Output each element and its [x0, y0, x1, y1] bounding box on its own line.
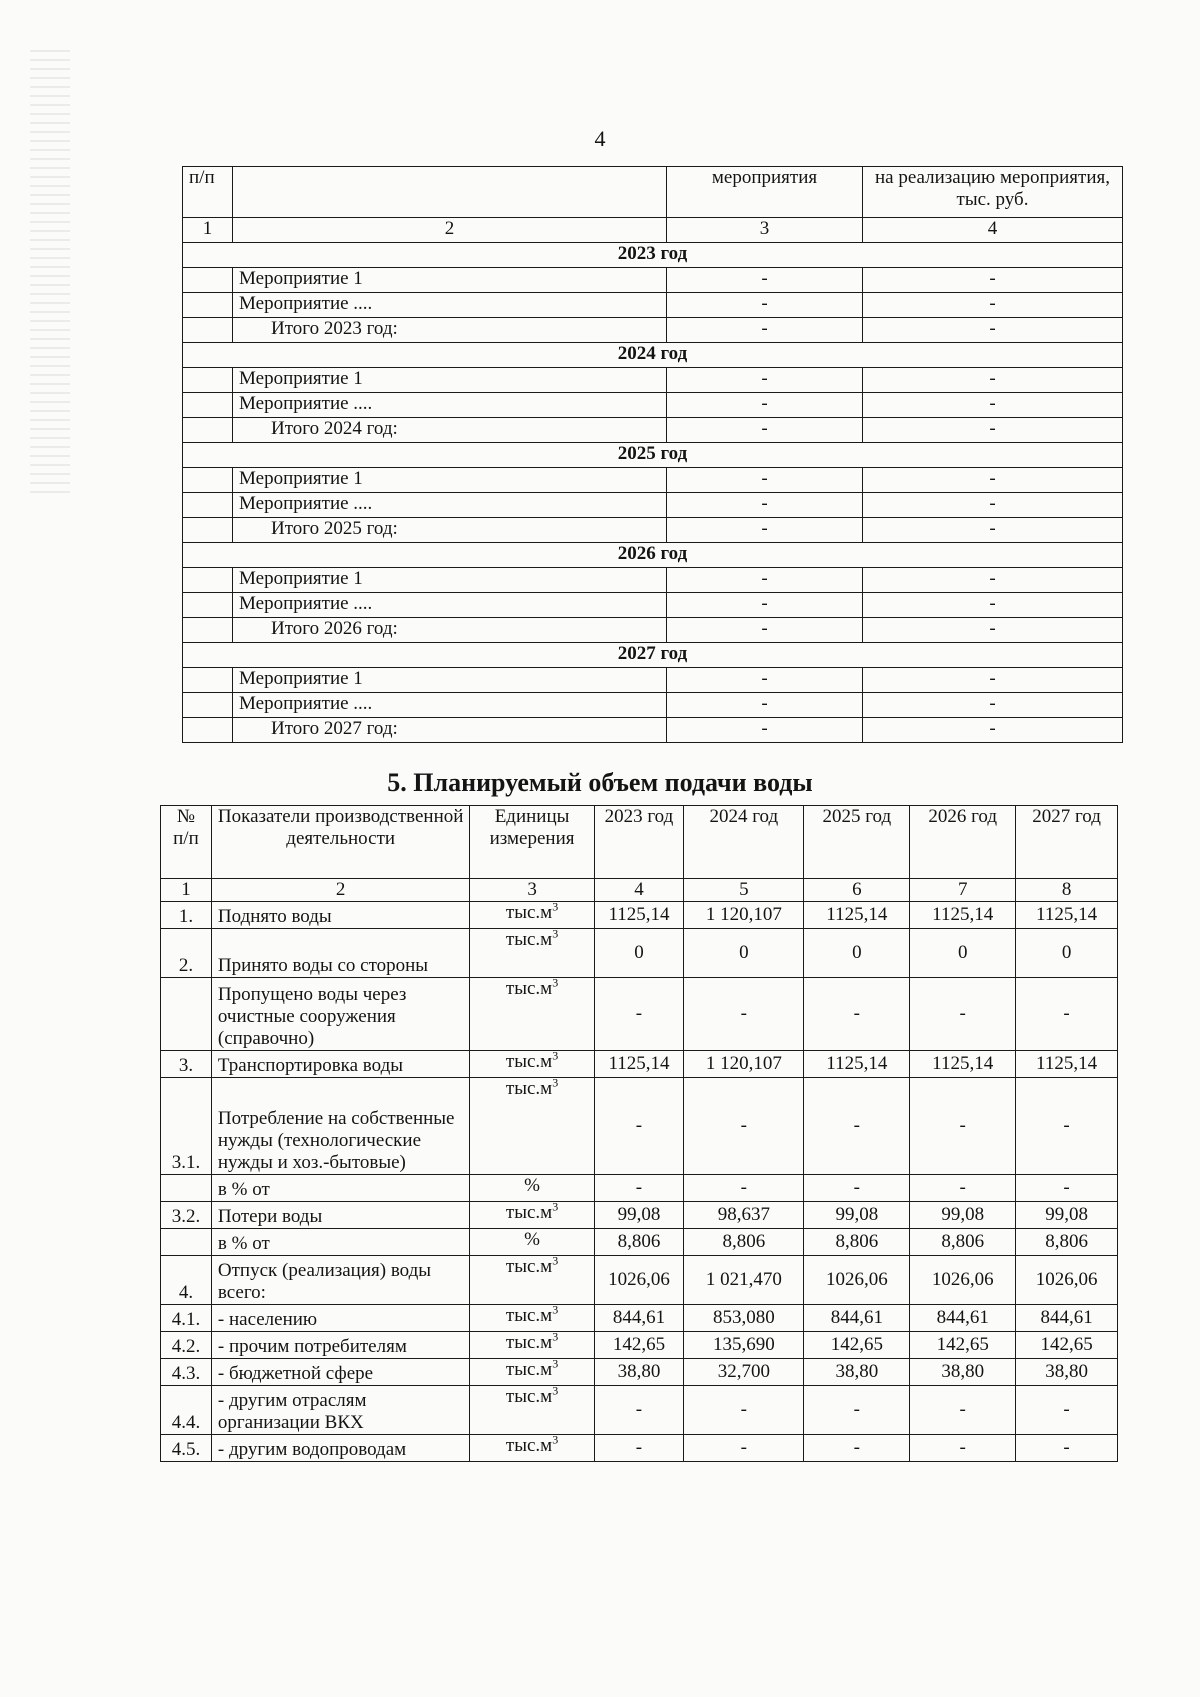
- row-num: [183, 418, 233, 443]
- row-number: 3.2.: [161, 1202, 212, 1229]
- row-number: 4.4.: [161, 1386, 212, 1435]
- value-2026: 38,80: [910, 1359, 1016, 1386]
- unit-superscript: 3: [552, 1434, 559, 1447]
- year-label: 2023 год: [183, 243, 1123, 268]
- unit-text: %: [524, 1175, 540, 1196]
- value-2026: -: [910, 1175, 1016, 1202]
- value-2027: 0: [1016, 929, 1118, 978]
- measure-row: [183, 268, 1123, 293]
- measures-table: [182, 166, 1123, 743]
- value-2025: 844,61: [804, 1305, 910, 1332]
- value-2025: -: [804, 1175, 910, 1202]
- total-row: [183, 618, 1123, 643]
- measure-value: -: [667, 393, 863, 418]
- value-2027: 99,08: [1016, 1202, 1118, 1229]
- unit-text: тыс.м: [505, 902, 553, 923]
- value-2023: 1026,06: [594, 1256, 684, 1305]
- row-number: 4.5.: [161, 1435, 212, 1462]
- value-2027: 38,80: [1016, 1359, 1118, 1386]
- measure-name: Итого 2025 год:: [233, 518, 667, 543]
- measure-cost: -: [863, 368, 1123, 393]
- header-2023: 2023 год: [594, 806, 684, 879]
- value-2026: -: [910, 1435, 1016, 1462]
- value-2025: 99,08: [804, 1202, 910, 1229]
- row-num: [183, 493, 233, 518]
- value-2024: -: [684, 978, 804, 1051]
- index-cell: 4: [863, 218, 1123, 243]
- measure-name: Итого 2026 год:: [233, 618, 667, 643]
- unit-text: тыс.м: [505, 1359, 553, 1380]
- measure-row: [183, 393, 1123, 418]
- measure-name: Итого 2023 год:: [233, 318, 667, 343]
- unit-superscript: 3: [552, 901, 559, 914]
- year-row: [183, 343, 1123, 368]
- measure-value: -: [667, 718, 863, 743]
- unit-text: тыс.м: [505, 978, 553, 999]
- index-cell: 3: [470, 879, 594, 902]
- row-number: 3.1.: [161, 1078, 212, 1175]
- unit-cell: [470, 902, 594, 929]
- value-2025: 8,806: [804, 1229, 910, 1256]
- index-cell: 8: [1016, 879, 1118, 902]
- value-2023: -: [594, 1386, 684, 1435]
- row-number: 3.: [161, 1051, 212, 1078]
- value-2027: -: [1016, 1435, 1118, 1462]
- indicator-name: - бюджетной сфере: [211, 1359, 470, 1386]
- value-2026: 1125,14: [910, 1051, 1016, 1078]
- index-cell: 1: [161, 879, 212, 902]
- total-row: [183, 518, 1123, 543]
- value-2026: 844,61: [910, 1305, 1016, 1332]
- header-name: [233, 167, 667, 218]
- unit-cell: [470, 978, 594, 1051]
- table-row: [161, 1386, 1118, 1435]
- measure-name: Мероприятие 1: [233, 668, 667, 693]
- value-2025: 0: [804, 929, 910, 978]
- page-number: 4: [594, 126, 606, 151]
- row-number: [161, 978, 212, 1051]
- value-2023: 0: [594, 929, 684, 978]
- header-num: № п/п: [161, 806, 212, 879]
- value-2024: 135,690: [684, 1332, 804, 1359]
- measure-row: [183, 668, 1123, 693]
- measure-cost: -: [863, 268, 1123, 293]
- measure-name: Мероприятие 1: [233, 568, 667, 593]
- value-2024: -: [684, 1078, 804, 1175]
- water-table-index-row: [161, 879, 1118, 902]
- value-2023: 1125,14: [594, 902, 684, 929]
- header-measures: мероприятия: [667, 167, 863, 218]
- value-2023: 1125,14: [594, 1051, 684, 1078]
- value-2024: 1 021,470: [684, 1256, 804, 1305]
- year-label: 2026 год: [183, 543, 1123, 568]
- indicator-name: - населению: [211, 1305, 470, 1332]
- indicator-name: - прочим потребителям: [211, 1332, 470, 1359]
- unit-superscript: 3: [552, 928, 559, 941]
- value-2027: 8,806: [1016, 1229, 1118, 1256]
- value-2023: 38,80: [594, 1359, 684, 1386]
- measure-value: -: [667, 668, 863, 693]
- total-row: [183, 318, 1123, 343]
- measure-value: -: [667, 593, 863, 618]
- measure-name: Итого 2027 год:: [233, 718, 667, 743]
- value-2025: -: [804, 1078, 910, 1175]
- header-num: п/п: [183, 167, 233, 218]
- row-number: 2.: [161, 929, 212, 978]
- measure-row: [183, 368, 1123, 393]
- value-2026: 99,08: [910, 1202, 1016, 1229]
- header-2027: 2027 год: [1016, 806, 1118, 879]
- table-row: [161, 1256, 1118, 1305]
- measure-cost: -: [863, 593, 1123, 618]
- unit-text: тыс.м: [505, 1386, 553, 1407]
- row-num: [183, 293, 233, 318]
- row-number: 4.1.: [161, 1305, 212, 1332]
- unit-superscript: 3: [552, 1201, 559, 1214]
- measure-value: -: [667, 493, 863, 518]
- index-cell: 2: [211, 879, 470, 902]
- value-2025: -: [804, 978, 910, 1051]
- water-table-header: [161, 806, 1118, 879]
- value-2027: -: [1016, 1386, 1118, 1435]
- measure-cost: -: [863, 668, 1123, 693]
- measure-name: Мероприятие ....: [233, 293, 667, 318]
- value-2023: 844,61: [594, 1305, 684, 1332]
- header-2025: 2025 год: [804, 806, 910, 879]
- table-row: [161, 1051, 1118, 1078]
- row-num: [183, 693, 233, 718]
- value-2024: 1 120,107: [684, 902, 804, 929]
- measure-cost: -: [863, 293, 1123, 318]
- measure-cost: -: [863, 518, 1123, 543]
- unit-text: тыс.м: [505, 1256, 553, 1277]
- row-num: [183, 593, 233, 618]
- header-unit: Единицы измерения: [470, 806, 594, 879]
- value-2023: -: [594, 1078, 684, 1175]
- value-2027: 1125,14: [1016, 1051, 1118, 1078]
- value-2026: 0: [910, 929, 1016, 978]
- measure-row: [183, 468, 1123, 493]
- row-number: 4.: [161, 1256, 212, 1305]
- measure-value: -: [667, 418, 863, 443]
- table-row: [161, 929, 1118, 978]
- value-2025: 38,80: [804, 1359, 910, 1386]
- unit-text: тыс.м: [505, 929, 553, 950]
- measure-value: -: [667, 468, 863, 493]
- row-num: [183, 668, 233, 693]
- unit-cell: [470, 1175, 594, 1202]
- measure-cost: -: [863, 718, 1123, 743]
- row-number: 4.2.: [161, 1332, 212, 1359]
- row-number: 4.3.: [161, 1359, 212, 1386]
- value-2024: -: [684, 1435, 804, 1462]
- value-2023: -: [594, 1435, 684, 1462]
- value-2023: -: [594, 1175, 684, 1202]
- indicator-name: - другим водопроводам: [211, 1435, 470, 1462]
- header-cost: на реализацию мероприятия, тыс. руб.: [863, 167, 1123, 218]
- value-2023: 142,65: [594, 1332, 684, 1359]
- value-2026: -: [910, 1386, 1016, 1435]
- table-row: [161, 978, 1118, 1051]
- value-2026: 142,65: [910, 1332, 1016, 1359]
- indicator-name: Пропущено воды через очистные сооружения (справочно): [211, 978, 470, 1051]
- value-2023: 8,806: [594, 1229, 684, 1256]
- unit-superscript: 3: [552, 1077, 559, 1090]
- unit-cell: [470, 1051, 594, 1078]
- value-2027: 1125,14: [1016, 902, 1118, 929]
- value-2024: -: [684, 1386, 804, 1435]
- indicator-name: - другим отраслям организации ВКХ: [211, 1386, 470, 1435]
- measure-value: -: [667, 268, 863, 293]
- unit-text: %: [524, 1229, 540, 1250]
- indicator-name: Принято воды со стороны: [211, 929, 470, 978]
- value-2025: 1026,06: [804, 1256, 910, 1305]
- unit-text: тыс.м: [505, 1202, 553, 1223]
- value-2025: -: [804, 1386, 910, 1435]
- year-row: [183, 443, 1123, 468]
- header-indicator: Показатели производственной деятельности: [211, 806, 470, 879]
- measure-name: Мероприятие ....: [233, 593, 667, 618]
- row-number: [161, 1229, 212, 1256]
- measure-name: Мероприятие ....: [233, 493, 667, 518]
- measure-cost: -: [863, 568, 1123, 593]
- unit-superscript: 3: [552, 1255, 559, 1268]
- scan-margin-noise: [30, 50, 70, 500]
- indicator-name: Потребление на собственные нужды (технологические нужды и хоз.-бытовые): [211, 1078, 470, 1175]
- index-cell: 2: [233, 218, 667, 243]
- measure-row: [183, 693, 1123, 718]
- measure-row: [183, 568, 1123, 593]
- measure-row: [183, 493, 1123, 518]
- measure-value: -: [667, 693, 863, 718]
- measure-name: Мероприятие ....: [233, 393, 667, 418]
- indicator-name: в % от: [211, 1175, 470, 1202]
- indicator-name: Отпуск (реализация) воды всего:: [211, 1256, 470, 1305]
- row-num: [183, 618, 233, 643]
- year-row: [183, 243, 1123, 268]
- table-row: [161, 1435, 1118, 1462]
- table-row: [161, 1202, 1118, 1229]
- row-number: 1.: [161, 902, 212, 929]
- value-2026: 1026,06: [910, 1256, 1016, 1305]
- unit-cell: [470, 1202, 594, 1229]
- value-2024: 0: [684, 929, 804, 978]
- row-num: [183, 368, 233, 393]
- unit-cell: [470, 1305, 594, 1332]
- unit-superscript: 3: [552, 977, 559, 990]
- value-2027: -: [1016, 1175, 1118, 1202]
- row-num: [183, 318, 233, 343]
- row-num: [183, 268, 233, 293]
- unit-text: тыс.м: [505, 1051, 553, 1072]
- value-2027: 844,61: [1016, 1305, 1118, 1332]
- year-label: 2027 год: [183, 643, 1123, 668]
- value-2024: 32,700: [684, 1359, 804, 1386]
- value-2024: 98,637: [684, 1202, 804, 1229]
- index-cell: 5: [684, 879, 804, 902]
- row-number: [161, 1175, 212, 1202]
- value-2025: 1125,14: [804, 902, 910, 929]
- value-2027: 142,65: [1016, 1332, 1118, 1359]
- measure-cost: -: [863, 318, 1123, 343]
- value-2027: -: [1016, 978, 1118, 1051]
- table-row: [161, 1305, 1118, 1332]
- measure-row: [183, 293, 1123, 318]
- unit-cell: [470, 1386, 594, 1435]
- measure-name: Мероприятие 1: [233, 268, 667, 293]
- table-row: [161, 1229, 1118, 1256]
- row-num: [183, 718, 233, 743]
- measure-cost: -: [863, 618, 1123, 643]
- row-num: [183, 393, 233, 418]
- water-supply-table: [160, 805, 1118, 1462]
- indicator-name: Поднято воды: [211, 902, 470, 929]
- measure-value: -: [667, 618, 863, 643]
- header-2024: 2024 год: [684, 806, 804, 879]
- measure-name: Мероприятие 1: [233, 468, 667, 493]
- year-row: [183, 543, 1123, 568]
- measure-cost: -: [863, 393, 1123, 418]
- value-2023: 99,08: [594, 1202, 684, 1229]
- value-2024: 8,806: [684, 1229, 804, 1256]
- indicator-name: Потери воды: [211, 1202, 470, 1229]
- unit-superscript: 3: [552, 1385, 559, 1398]
- row-num: [183, 518, 233, 543]
- value-2027: 1026,06: [1016, 1256, 1118, 1305]
- unit-superscript: 3: [552, 1304, 559, 1317]
- year-label: 2024 год: [183, 343, 1123, 368]
- value-2023: -: [594, 978, 684, 1051]
- total-row: [183, 718, 1123, 743]
- indicator-name: Транспортировка воды: [211, 1051, 470, 1078]
- table-row: [161, 1332, 1118, 1359]
- indicator-name: в % от: [211, 1229, 470, 1256]
- index-cell: 3: [667, 218, 863, 243]
- measure-value: -: [667, 518, 863, 543]
- table-row: [161, 1078, 1118, 1175]
- index-cell: 7: [910, 879, 1016, 902]
- unit-cell: [470, 1229, 594, 1256]
- unit-superscript: 3: [552, 1331, 559, 1344]
- value-2027: -: [1016, 1078, 1118, 1175]
- measure-name: Мероприятие ....: [233, 693, 667, 718]
- row-num: [183, 468, 233, 493]
- value-2024: 1 120,107: [684, 1051, 804, 1078]
- value-2026: -: [910, 1078, 1016, 1175]
- value-2024: -: [684, 1175, 804, 1202]
- total-row: [183, 418, 1123, 443]
- table-row: [161, 902, 1118, 929]
- measure-cost: -: [863, 493, 1123, 518]
- table-row: [161, 1359, 1118, 1386]
- measure-cost: -: [863, 468, 1123, 493]
- unit-text: тыс.м: [505, 1332, 553, 1353]
- index-cell: 6: [804, 879, 910, 902]
- unit-cell: [470, 1256, 594, 1305]
- value-2025: -: [804, 1435, 910, 1462]
- value-2025: 142,65: [804, 1332, 910, 1359]
- index-cell: 4: [594, 879, 684, 902]
- section-title: 5. Планируемый объем подачи воды: [387, 768, 813, 797]
- year-label: 2025 год: [183, 443, 1123, 468]
- unit-text: тыс.м: [505, 1305, 553, 1326]
- measure-cost: -: [863, 418, 1123, 443]
- value-2025: 1125,14: [804, 1051, 910, 1078]
- measure-cost: -: [863, 693, 1123, 718]
- measure-value: -: [667, 368, 863, 393]
- measures-table-index-row: [183, 218, 1123, 243]
- measure-value: -: [667, 318, 863, 343]
- unit-cell: [470, 929, 594, 978]
- table-row: [161, 1175, 1118, 1202]
- unit-cell: [470, 1359, 594, 1386]
- value-2024: 853,080: [684, 1305, 804, 1332]
- measure-row: [183, 593, 1123, 618]
- header-2026: 2026 год: [910, 806, 1016, 879]
- measures-table-header: [183, 167, 1123, 218]
- index-cell: 1: [183, 218, 233, 243]
- value-2026: 8,806: [910, 1229, 1016, 1256]
- unit-superscript: 3: [552, 1358, 559, 1371]
- measure-value: -: [667, 568, 863, 593]
- unit-cell: [470, 1332, 594, 1359]
- measure-value: -: [667, 293, 863, 318]
- unit-cell: [470, 1435, 594, 1462]
- unit-text: тыс.м: [505, 1435, 553, 1456]
- unit-text: тыс.м: [505, 1078, 553, 1099]
- unit-cell: [470, 1078, 594, 1175]
- value-2026: -: [910, 978, 1016, 1051]
- row-num: [183, 568, 233, 593]
- measure-name: Итого 2024 год:: [233, 418, 667, 443]
- measure-name: Мероприятие 1: [233, 368, 667, 393]
- unit-superscript: 3: [552, 1050, 559, 1063]
- year-row: [183, 643, 1123, 668]
- value-2026: 1125,14: [910, 902, 1016, 929]
